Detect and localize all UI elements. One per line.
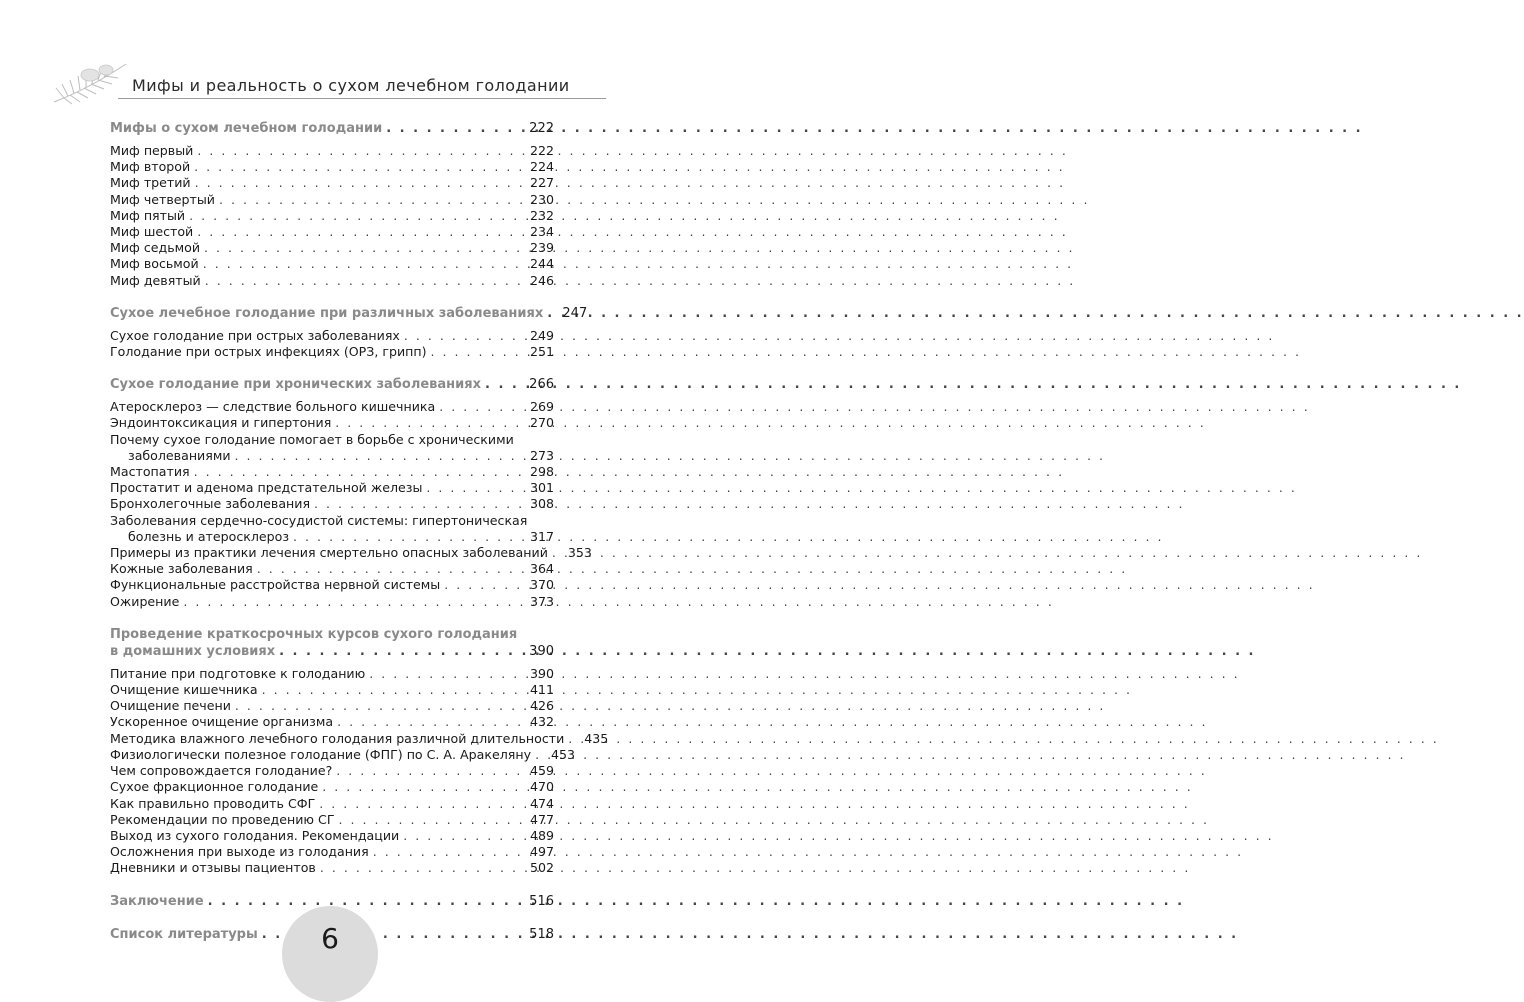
toc-entry-line: [110, 240, 554, 256]
toc-entry-line-text: Сухое голодание при острых заболеваниях: [110, 327, 400, 343]
toc-entry-line: [110, 328, 554, 344]
toc-entry: [110, 328, 554, 344]
dot-leader: [337, 714, 524, 730]
toc-entry-line-text: Мастопатия: [110, 464, 190, 480]
toc-entry-line-text: Атеросклероз — следствие больного кишечника: [110, 399, 436, 415]
toc-section: [110, 120, 554, 137]
dot-leader: [219, 192, 524, 208]
toc-entry-line-page: 230: [529, 191, 554, 207]
toc-entry-line-text: Миф седьмой: [110, 240, 201, 256]
toc-entry-line-page: 502: [529, 860, 554, 876]
toc-entry-line-page: 477: [529, 811, 554, 827]
toc-entry-line-page: 273: [529, 447, 554, 463]
dot-leader: [335, 415, 524, 431]
toc-entry-line: [110, 143, 554, 159]
toc-entry-line-page: 370: [529, 577, 554, 593]
header-rule: [118, 98, 606, 99]
toc-entry-line-page: 489: [529, 827, 554, 843]
toc-entry: [110, 577, 554, 593]
toc-entry-line: [110, 175, 554, 191]
dot-leader: [235, 448, 524, 464]
toc-entry-line-page: 474: [529, 795, 554, 811]
dot-leader: [439, 399, 524, 415]
toc-entry: [110, 714, 554, 730]
toc-entry-line: [110, 224, 554, 240]
dot-leader: [426, 480, 524, 496]
toc-entry-line-page: 244: [529, 256, 554, 272]
dot-leader: [204, 240, 524, 256]
table-of-contents: [110, 120, 609, 943]
toc-entry-line-page: 308: [529, 496, 554, 512]
toc-entry-line-page: 269: [529, 399, 554, 415]
section-title-text: Заключение: [110, 893, 204, 909]
toc-entry-line-text: Миф девятый: [110, 272, 201, 288]
toc-entry-line-page: 251: [529, 344, 554, 360]
toc-entry-line-page: 249: [529, 327, 554, 343]
dot-leader: [404, 328, 524, 344]
toc-entry-line: [110, 208, 554, 224]
dot-leader: [183, 594, 524, 610]
toc-entry-line-text: Эндоинтоксикация и гипертония: [110, 415, 332, 431]
dot-leader: [262, 682, 524, 698]
toc-entry-line: [110, 545, 592, 561]
section-title-text: Список литературы: [110, 926, 258, 942]
toc-entry-line-page: 298: [529, 464, 554, 480]
toc-entry-line-text: Миф четвертый: [110, 191, 215, 207]
toc-entry-line-text: Миф первый: [110, 143, 194, 158]
toc-entry-line-page: 390: [529, 665, 554, 681]
toc-entry-line: [110, 192, 554, 208]
dot-leader: [189, 208, 524, 224]
toc-entry-line-page: 373: [529, 593, 554, 609]
toc-entry-line: [110, 480, 554, 496]
toc-entry-line-page: 270: [529, 415, 554, 431]
toc-entry-line: [110, 844, 554, 860]
toc-entry-line-text: Простатит и аденома предстательной железы: [110, 480, 423, 496]
toc-entry: [110, 779, 554, 795]
dot-leader: [547, 305, 557, 322]
dot-leader: [386, 120, 524, 137]
section-title: [110, 643, 554, 660]
toc-entry-line-text: Как правильно проводить СФГ: [110, 795, 316, 811]
toc-entry-line-text: Ускоренное очищение организма: [110, 714, 334, 730]
section-title: [110, 120, 554, 137]
dot-leader: [279, 643, 524, 660]
toc-entry-line-page: 224: [529, 159, 554, 175]
toc-entry: [110, 763, 554, 779]
toc-entry-line-text: Физиологически полезное голодание (ФПГ) по С. А. Аракеляну: [110, 746, 532, 762]
toc-entry-line-text: Миф второй: [110, 159, 191, 175]
section-title-page: 390: [529, 643, 554, 659]
page-number: 6: [321, 922, 339, 955]
toc-entry-line-text: Очищение кишечника: [110, 682, 258, 698]
toc-entry-first-line: Почему сухое голодание помогает в борьбе с хроническими: [110, 431, 514, 447]
toc-entry: [110, 561, 554, 577]
toc-entry-line-page: 453: [551, 746, 576, 762]
dot-leader: [319, 796, 524, 812]
toc-entry: [110, 730, 609, 747]
dot-leader: [208, 893, 524, 910]
section-title-first-line: Проведение краткосрочных курсов сухого голодания: [110, 626, 518, 642]
toc-entry-line-text: Функциональные расстройства нервной системы: [110, 577, 441, 593]
toc-entry-line-page: 353: [567, 545, 592, 561]
toc-entry-line-page: 497: [529, 844, 554, 860]
toc-entry-line: [110, 496, 554, 512]
dot-leader: [403, 828, 524, 844]
toc-entry: [110, 273, 554, 289]
page-number-badge: [282, 906, 378, 1002]
toc-entry: [110, 698, 554, 714]
toc-entry-line: [110, 577, 554, 593]
toc-entry-line-text: Осложнения при выходе из голодания: [110, 844, 369, 860]
toc-entry: [110, 159, 554, 175]
toc-entry-line: [110, 779, 554, 795]
toc-entry-line-text: Питание при подготовке к голоданию: [110, 665, 366, 681]
dot-leader: [320, 860, 524, 876]
toc-entry: [110, 496, 554, 512]
dot-leader: [373, 844, 524, 860]
toc-entry-line: [110, 682, 554, 698]
toc-entry: [110, 594, 554, 610]
toc-entry-line: [110, 273, 554, 289]
toc-entry-line-page: 470: [529, 779, 554, 795]
toc-entry-line-page: 435: [584, 730, 609, 746]
toc-entry-line-text: Дневники и отзывы пациентов: [110, 860, 316, 876]
toc-entry: [110, 682, 554, 698]
toc-entry: [110, 415, 554, 431]
toc-entry: [110, 208, 554, 224]
toc-entry-line: [110, 464, 554, 480]
toc-entry-line-text: Бронхолегочные заболевания: [110, 496, 311, 512]
toc-entry-line: [110, 399, 554, 415]
toc-section: [110, 376, 554, 393]
toc-entry-line-page: 432: [529, 714, 554, 730]
running-header: [50, 58, 606, 106]
toc-entry-line-page: 239: [529, 240, 554, 256]
toc-entry-line-page: 234: [529, 224, 554, 240]
dot-leader: [444, 577, 524, 593]
section-title-page: 266: [529, 377, 554, 393]
dot-leader: [293, 529, 524, 545]
toc-entry: [110, 256, 554, 272]
toc-entry-line-text: Очищение печени: [110, 698, 231, 714]
toc-entry-line-text: Выход из сухого голодания. Рекомендации: [110, 827, 400, 843]
toc-entry-line-page: 459: [529, 763, 554, 779]
toc-entries: [110, 143, 554, 289]
toc-entry-line-page: 222: [529, 143, 554, 158]
running-header-title: Мифы и реальность о сухом лечебном голодании: [132, 76, 570, 95]
toc-entry-line: [110, 594, 554, 610]
toc-entry-line: [110, 714, 554, 730]
toc-entry: [110, 192, 554, 208]
toc-section: [110, 305, 588, 322]
toc-entry-line-text: Примеры из практики лечения смертельно опасных заболеваний: [110, 545, 548, 561]
toc-section: [110, 626, 554, 660]
toc-entry-line: [110, 860, 554, 876]
toc-entry-line-text: болезнь и атеросклероз: [128, 528, 290, 544]
section-title-text: в домашних условиях: [110, 643, 276, 659]
dot-leader: [485, 376, 524, 393]
dot-leader: [194, 464, 524, 480]
toc-entry-line-text: Ожирение: [110, 593, 180, 609]
dot-leader: [568, 731, 578, 747]
toc-entry-line: [110, 529, 554, 545]
toc-entries: [110, 665, 609, 877]
toc-entry-line-text: Кожные заболевания: [110, 561, 253, 577]
toc-entry-line: [110, 812, 554, 828]
toc-entry: [110, 844, 554, 860]
section-title-text: Мифы о сухом лечебном голодании: [110, 121, 383, 136]
toc-entry: [110, 666, 554, 682]
dot-leader: [339, 812, 524, 828]
toc-entry-line: [110, 828, 554, 844]
toc-entry-line: [110, 344, 554, 360]
section-title-page: 518: [529, 926, 554, 942]
toc-entry: [110, 175, 554, 191]
toc-entry: [110, 513, 554, 545]
toc-entry: [110, 224, 554, 240]
toc-entry-line: [110, 561, 554, 577]
toc-entry-line-text: Миф восьмой: [110, 256, 199, 272]
toc-entry: [110, 344, 554, 360]
toc-entry-line: [110, 763, 554, 779]
toc-entry: [110, 828, 554, 844]
section-title-page: 222: [529, 121, 554, 136]
toc-entry-line-page: 232: [529, 207, 554, 223]
toc-entry-line-text: Миф шестой: [110, 224, 194, 240]
dot-leader: [336, 763, 524, 779]
dot-leader: [257, 561, 524, 577]
toc-entry-line-text: Рекомендации по проведению СГ: [110, 811, 335, 827]
dot-leader: [197, 224, 524, 240]
dot-leader: [197, 143, 524, 159]
toc-entry-line-page: 227: [529, 175, 554, 191]
toc-entry: [110, 464, 554, 480]
toc-entry-line: [110, 666, 554, 682]
toc-entry-line: [110, 796, 554, 812]
toc-entry-line-text: заболеваниями: [128, 447, 231, 463]
section-title: [110, 376, 554, 393]
toc-entry: [110, 432, 554, 464]
toc-entry-line-text: Миф пятый: [110, 207, 186, 223]
toc-entry-line-text: Голодание при острых инфекциях (ОРЗ, грипп): [110, 344, 427, 360]
toc-entry-line: [110, 746, 576, 763]
toc-entry-line: [110, 159, 554, 175]
section-title: [110, 305, 588, 322]
dot-leader: [314, 496, 524, 512]
dot-leader: [235, 698, 524, 714]
section-title-text: Сухое лечебное голодание при различных заболеваниях: [110, 305, 544, 321]
toc-entry-line: [110, 415, 554, 431]
toc-entry-first-line: Заболевания сердечно-сосудистой системы: гипертоническая: [110, 512, 528, 528]
dot-leader: [195, 175, 524, 191]
toc-entry-line-page: 364: [529, 561, 554, 577]
toc-entries: [110, 328, 554, 360]
toc-entry: [110, 399, 554, 415]
toc-entry: [110, 240, 554, 256]
toc-entry-line-page: 317: [529, 528, 554, 544]
toc-entry-line-page: 426: [529, 698, 554, 714]
dot-leader: [552, 545, 562, 561]
dot-leader: [535, 747, 545, 763]
toc-entry-line: [110, 448, 554, 464]
toc-entry-line: [110, 730, 609, 747]
dot-leader: [194, 159, 524, 175]
toc-entry: [110, 143, 554, 159]
toc-entry-line-page: 411: [529, 682, 554, 698]
section-title-text: Сухое голодание при хронических заболеваниях: [110, 377, 481, 393]
toc-entry-line: [110, 698, 554, 714]
section-title-page: 247: [562, 305, 588, 321]
section-title-page: 516: [529, 893, 554, 909]
dot-leader: [205, 273, 524, 289]
toc-entry-line-text: Чем сопровождается голодание?: [110, 763, 333, 779]
dot-leader: [322, 779, 524, 795]
toc-entry-line-text: Миф третий: [110, 175, 191, 191]
toc-entries: [110, 399, 592, 610]
toc-entry-line-page: 246: [529, 272, 554, 288]
dot-leader: [369, 666, 524, 682]
dot-leader: [203, 256, 524, 272]
toc-entry-line-page: 301: [529, 480, 554, 496]
toc-entry: [110, 480, 554, 496]
toc-entry: [110, 796, 554, 812]
dot-leader: [431, 344, 524, 360]
toc-entry: [110, 860, 554, 876]
toc-entry-line: [110, 256, 554, 272]
toc-entry: [110, 545, 592, 561]
toc-entry-line-text: Сухое фракционное голодание: [110, 779, 319, 795]
toc-entry-line-text: Методика влажного лечебного голодания различной длительности: [110, 730, 565, 746]
toc-entry: [110, 746, 576, 763]
toc-entry: [110, 812, 554, 828]
